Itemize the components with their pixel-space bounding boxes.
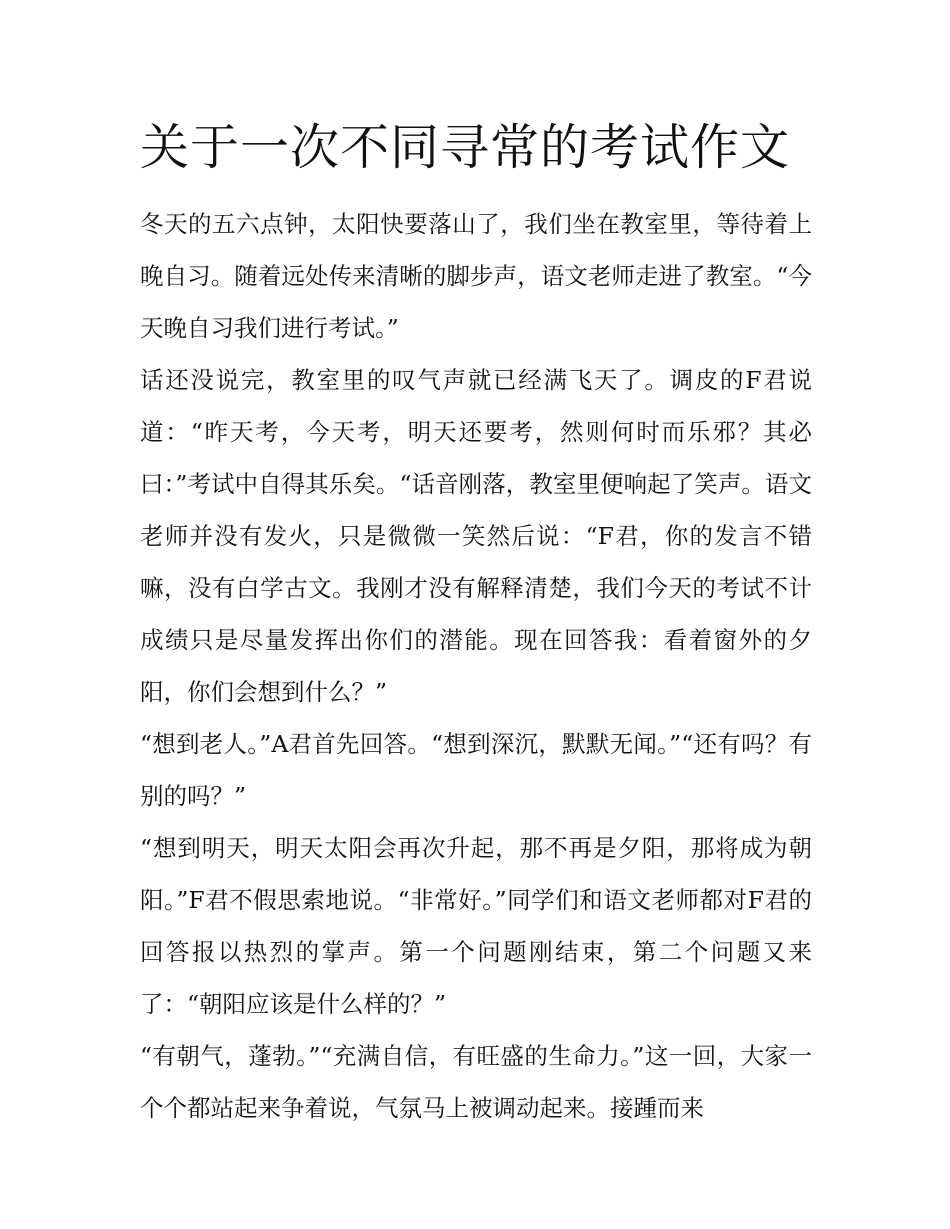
document-title: 关于一次不同寻常的考试作文 <box>140 119 791 176</box>
paragraph-1: 冬天的五六点钟，太阳快要落山了，我们坐在教室里，等待着上晚自习。随着远处传来清晰的脚步声，语文老师走进了教室。“今天晚自习我们进行考试。” <box>140 210 812 342</box>
paragraph-2: 话还没说完，教室里的叹气声就已经满飞天了。调皮的F君说道：“昨天考，今天考，明天还要考，然则何时而乐邪？其必曰：”考试中自得其乐矣。“话音刚落，教室里便响起了笑声。语文老师并没有发火，只是微微一笑然后说：“F君，你的发言不错嘛，没有白学古文。我刚才没有解释清楚，我们今天的考试不计成绩只是尽量发挥出你们的潜能。现在回答我：看着窗外的夕阳，你们会想到什么？” <box>140 366 812 706</box>
paragraph-4: “想到明天，明天太阳会再次升起，那不再是夕阳，那将成为朝阳。”F君不假思索地说。“非常好。”同学们和语文老师都对F君的回答报以热烈的掌声。第一个问题刚结束，第二个问题又来了：“朝阳应该是什么样的？” <box>140 834 812 1018</box>
paragraph-5: “有朝气，蓬勃。”“充满自信，有旺盛的生命力。”这一回，大家一个个都站起来争着说，气氛马上被调动起来。接踵而来 <box>140 1042 812 1122</box>
document-page <box>140 112 812 1134</box>
paragraph-3: “想到老人。”A君首先回答。“想到深沉，默默无闻。”“还有吗？有别的吗？” <box>140 730 812 810</box>
